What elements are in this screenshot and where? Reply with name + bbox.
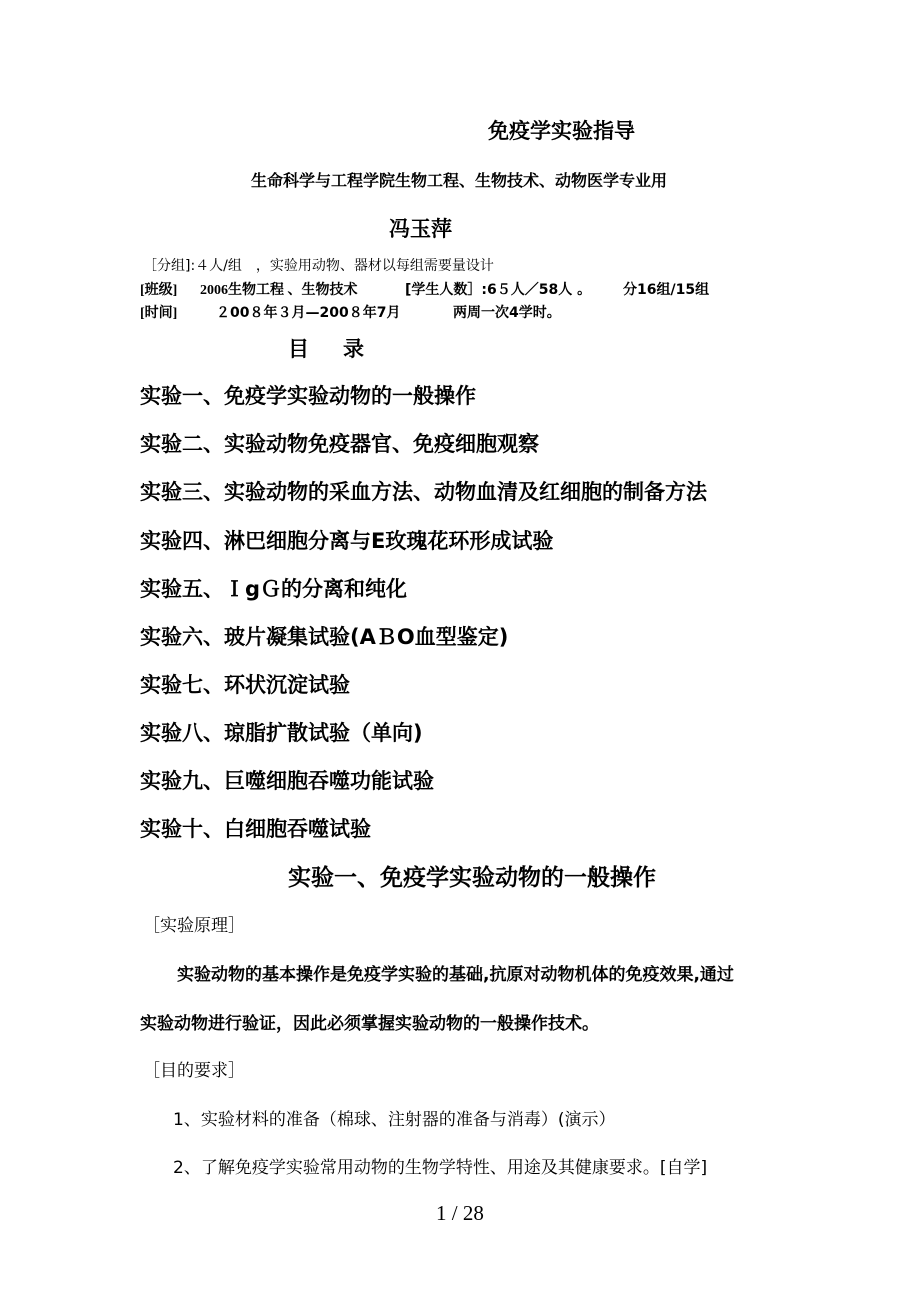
toc-heading — [288, 339, 364, 360]
meta-time-line — [140, 306, 561, 321]
frequency-value: 两周一次4学时。 — [453, 305, 561, 321]
toc-item: 实验八、琼脂扩散试验（单向) — [140, 721, 423, 745]
time-label: [时间] — [140, 306, 178, 321]
toc-heading-right: 录 — [343, 337, 364, 361]
meta-group-line: ［分组]:４人/组 ，实验用动物、器材以每组需要量设计 — [143, 258, 494, 274]
principle-paragraph-line: 实验动物进行验证，因此必须掌握实验动物的一般操作技术。 — [140, 1014, 599, 1034]
toc-item: 实验七、环状沉淀试验 — [140, 673, 350, 697]
toc-item: 实验四、淋巴细胞分离与E玫瑰花环形成试验 — [140, 529, 554, 553]
toc-item: 实验一、免疫学实验动物的一般操作 — [140, 384, 476, 408]
document-author: 冯玉萍 — [389, 217, 452, 241]
toc-item: 实验十、白细胞吞噬试验 — [140, 817, 371, 841]
page-number: 1 / 28 — [436, 1201, 484, 1225]
toc-item: 实验三、实验动物的采血方法、动物血清及红细胞的制备方法 — [140, 480, 707, 504]
goal-item: 2、了解免疫学实验常用动物的生物学特性、用途及其健康要求。[自学] — [173, 1158, 708, 1178]
principle-heading: ［实验原理］ — [143, 916, 245, 936]
document-subtitle: 生命科学与工程学院生物工程、生物技术、动物医学专业用 — [251, 171, 668, 190]
meta-class-line — [140, 283, 709, 298]
students-label: [学生人数］:6５人／58人 。 — [405, 282, 592, 298]
time-value: ２00８年３月—200８年7月 — [216, 305, 401, 321]
groups-value: 分16组/15组 — [623, 282, 710, 298]
document-title: 免疫学实验指导 — [488, 119, 635, 143]
section-title: 实验一、免疫学实验动物的一般操作 — [288, 865, 656, 891]
goals-heading: ［目的要求］ — [143, 1061, 245, 1081]
class-value: 2006生物工程 、生物技术 — [200, 283, 358, 298]
class-label: [班级] — [140, 283, 178, 298]
goal-item: 1、实验材料的准备（棉球、注射器的准备与消毒）(演示） — [173, 1110, 616, 1130]
toc-item: 实验二、实验动物免疫器官、免疫细胞观察 — [140, 432, 539, 456]
toc-item: 实验九、巨噬细胞吞噬功能试验 — [140, 769, 434, 793]
toc-heading-left: 目 — [288, 337, 309, 361]
toc-item: 实验五、ＩgＧ的分离和纯化 — [140, 577, 408, 601]
principle-paragraph-line: 实验动物的基本操作是免疫学实验的基础,抗原对动物机体的免疫效果,通过 — [177, 965, 734, 985]
toc-item: 实验六、玻片凝集试验(AＢO血型鉴定) — [140, 625, 509, 649]
